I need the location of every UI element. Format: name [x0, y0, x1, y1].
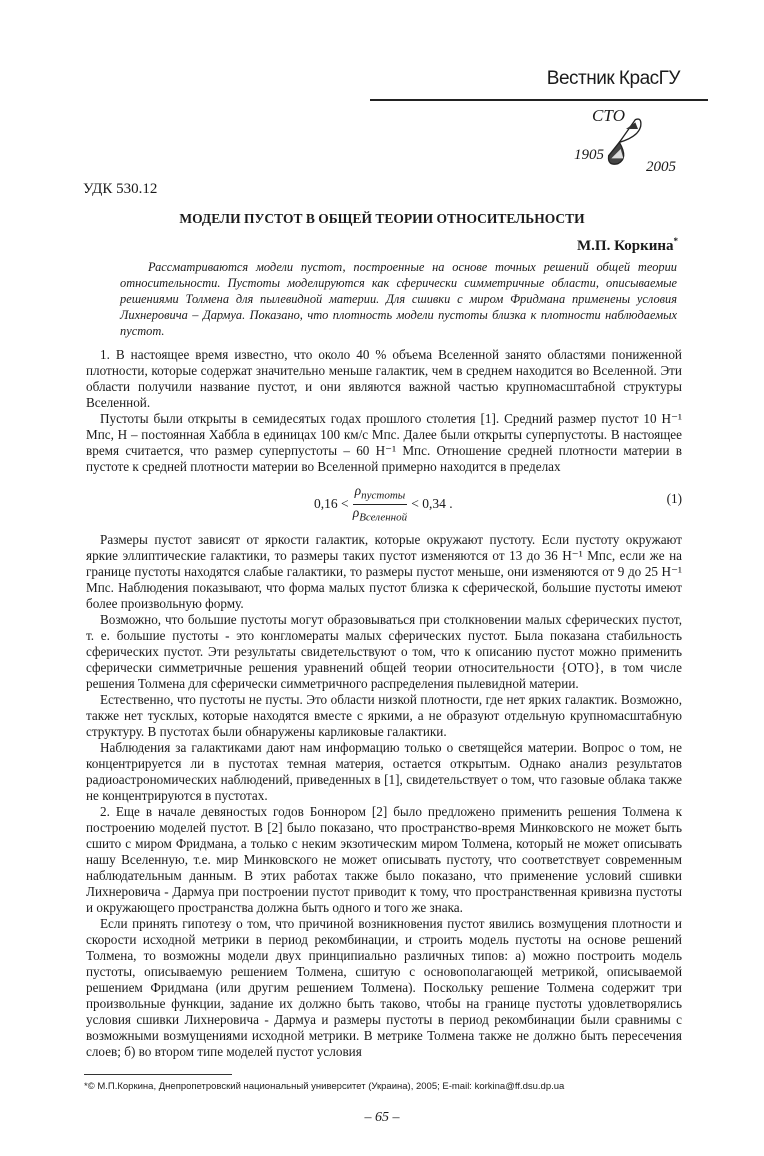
- eq-lower-bound: 0,16 <: [314, 496, 349, 512]
- paragraph: Возможно, что большие пустоты могут образовываться при столкновении малых сферических пустот, т. е. большие пустоты - это конгломераты малых сферических пустот. Была показана стабильность сферических пустот. Эти результаты свидетельствуют о том, что к описанию пустот можно применить сферически симметричные решения уравнений общей теории относительности {ОТО}, в том числе решения Толмена для сферически симметричного распределения пылевидной материи.: [86, 612, 682, 691]
- paragraph: Если принять гипотезу о том, что причиной возникновения пустот явились возмущения плотности и скорости исходной метрики в период рекомбинации, и строить модель пустоты на основе решений Толмена, то возможны модели двух принципиально различных типов: а) можно построить модель пустоты, описываемую решением Толмена, сшитую с основополагающей метрикой, описываемой решением Фридмана (или другим решением Толмена). Поскольку решение Толмена содержит три произвольные функции, задание их должно быть таково, чтобы на границе пустоты удовлетворялись условия сшивки Лихнеровича - Дармуа и размеры пустоты в период рекомбинации были сравнимы с возможными возмущениями исходной метрики. В метрике Толмена также не должно быть пересечения слоев; б) во втором типе моделей пустот условия: [86, 916, 682, 1059]
- paragraph: Пустоты были открыты в семидесятых годах прошлого столетия [1]. Средний размер пустот 10 H⁻¹ Мпс, H – постоянная Хаббла в единицах 100 км/с Мпс. Далее были открыты суперпустоты. В настоящее время считается, что размер суперпустоты – 60 H⁻¹ Мпс. Отношение средней плотности материи в пустоте к средней плотности материи во Вселенной примерно находится в пределах: [86, 411, 682, 474]
- light-cone-icon: [606, 105, 646, 177]
- article: [0, 180, 764, 1156]
- abstract: Рассматриваются модели пустот, построенные на основе точных решений общей теории относительности. Пустоты моделируются как сферически симметричные области, описываемые решениями Толмена для пылевидной материи. Для сшивки с миром Фридмана применены условия Лихнеровича – Дармуа. Показано, что плотность модели пустоты близка к плотности наблюдаемых пустот.: [120, 260, 677, 338]
- paragraph: Естественно, что пустоты не пусты. Это области низкой плотности, где нет ярких галактик. Возможно, также нет тусклых, которые находятся вместе с яркими, а не образуют отдельную крупномасштабную структуру. В пустотах были обнаружены карликовые галактики.: [86, 692, 682, 739]
- equation-number: (1): [666, 491, 682, 506]
- author-name: М.П. Коркина: [577, 238, 674, 254]
- eq-den-symbol: ρ: [352, 504, 360, 520]
- logo-label: СТО: [592, 106, 626, 125]
- udk-code: УДК 530.12: [83, 181, 158, 197]
- page-number: – 65 –: [364, 1110, 400, 1125]
- logo-year-end: 2005: [646, 159, 676, 175]
- author: [0, 232, 678, 255]
- eq-num-sub: пустоты: [361, 489, 406, 502]
- logo-year-start: 1905: [574, 147, 604, 163]
- paragraph: 2. Еще в начале девяностых годов Боннором [2] было предложено применить решения Толмена к построению моделей пустот. В [2] было показано, что пространство-время Минковского не может быть сшито с миром Фридмана, а только с неким экзотическим миром Толмена, который не может описывать нашу Вселенную, т.е. мир Минковского не может описывать пустоту, что соответствует современным наблюдательным данным. В этих работах также было показано, что применение условий сшивки Лихнеровича - Дармуа при построении пустот приводит к тому, что пространственная кривизна пустоты и окружающего пространства должна быть одного и того же знака.: [86, 804, 682, 915]
- header-rule: [370, 99, 708, 101]
- eq-fraction: [353, 483, 408, 525]
- paragraph: Наблюдения за галактиками дают нам информацию только о светящейся материи. Вопрос о том, не концентрируется ли в пустотах темная материя, остается открытым. Однако анализ результатов радиоастрономических наблюдений, приведенных в [1], свидетельствует о том, что газовые облака также не концентрируются в пустотах.: [86, 740, 682, 803]
- equation-1: [86, 479, 682, 524]
- article-body: [86, 347, 682, 1060]
- paragraph: 1. В настоящее время известно, что около 40 % объема Вселенной занято областями пониженной плотности, которые содержат значительно меньше галактик, чем в среднем находится во Вселенной. Эти области получили название пустот, и они являются важной частью крупномасштабной структуры Вселенной.: [86, 347, 682, 410]
- paragraph: Размеры пустот зависят от яркости галактик, которые окружают пустоту. Если пустоту окружают яркие эллиптические галактики, то размеры таких пустот изменяются от 13 до 36 H⁻¹ Мпс, если же на границе пустоты находятся слабые галактики, то размеры пустот меньше, они изменяются от 9 до 25 H⁻¹ Мпс. Наблюдения показывают, что форма малых пустот близка к сферической, большие пустоты имеют более произвольную форму.: [86, 532, 682, 611]
- journal-header: Вестник КрасГУ: [546, 68, 680, 89]
- footnote: *© М.П.Коркина, Днепропетровский национальный университет (Украина), 2005; E-mail: korkina@ff.dsu.dp.ua: [84, 1081, 565, 1092]
- footnote-mark: *: [673, 236, 678, 246]
- eq-upper-bound: < 0,34 .: [411, 496, 453, 512]
- footnote-rule: [84, 1074, 232, 1075]
- sto-anniversary-logo: [570, 105, 685, 177]
- eq-den-sub: Вселенной: [359, 511, 408, 524]
- article-title: МОДЕЛИ ПУСТОТ В ОБЩЕЙ ТЕОРИИ ОТНОСИТЕЛЬНОСТИ: [179, 211, 585, 226]
- eq-num-symbol: ρ: [354, 483, 362, 498]
